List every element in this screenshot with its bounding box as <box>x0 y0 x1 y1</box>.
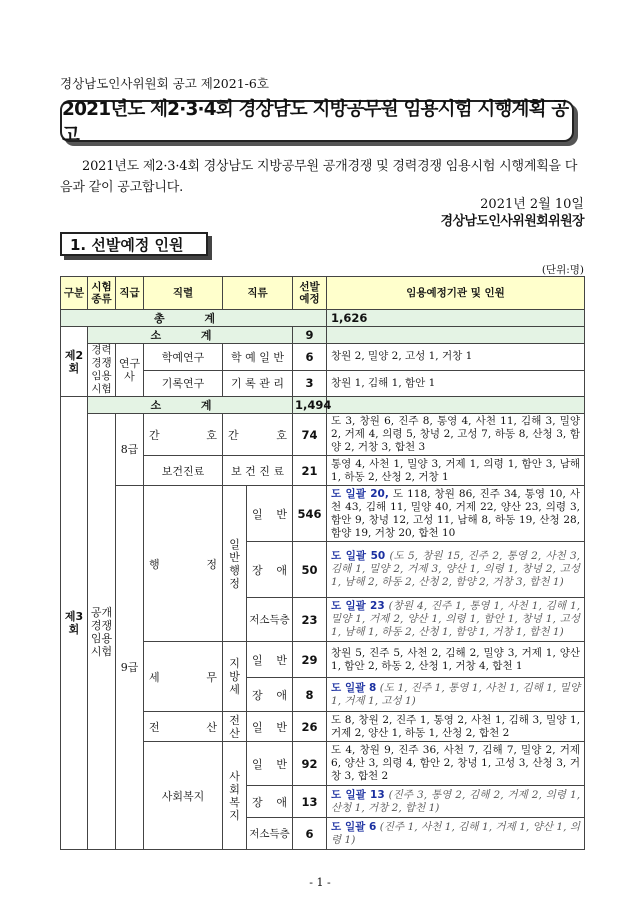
round3-subtotal-blank <box>327 397 585 414</box>
notice-number: 경상남도인사위원회 공고 제2021-6호 <box>60 76 269 91</box>
table-row <box>61 486 585 542</box>
round2-subtotal-label: 소 계 <box>88 327 293 344</box>
total-row <box>61 310 585 327</box>
job-sub-cell: 장 애 <box>247 542 293 598</box>
job-sub-cell: 일 반 <box>247 486 293 542</box>
round2-division: 제2회 <box>61 327 88 397</box>
round2-subtotal-count: 9 <box>293 327 327 344</box>
count-cell: 74 <box>293 414 327 456</box>
job-sub-cell: 저소득층 <box>247 818 293 850</box>
agency-cell: 도 일괄 23 (창원 4, 진주 1, 통영 1, 사천 1, 김해 1, 밀양 1, 거제 2, 양산 1, 의령 1, 함안 1, 창녕 1, 고성 1, 남해 1, 하동 2, 산청 1, 함양 1, 거창 1, 합천 1) <box>327 598 585 642</box>
round3-exam-type: 공개경쟁임용시험 <box>88 414 116 850</box>
round2-subtotal-blank <box>327 327 585 344</box>
job-sub-cell: 저소득층 <box>247 598 293 642</box>
agency-cell: 도 일괄 6 (진주 1, 사천 1, 김해 1, 거제 1, 양산 1, 의령 1) <box>327 818 585 850</box>
agency-cell: 도 일괄 8 (도 1, 진주 1, 통영 1, 사천 1, 김해 1, 밀양 1, 거제 1, 고성 1) <box>327 678 585 712</box>
round2-exam-type: 경력경쟁임용시험 <box>88 344 116 397</box>
series-cell: 행 정 <box>144 486 223 642</box>
round3-subtotal-label: 소 계 <box>88 397 293 414</box>
count-cell: 13 <box>293 786 327 818</box>
table-row <box>61 397 585 414</box>
agency-cell: 도 8, 창원 2, 진주 1, 통영 2, 사천 1, 김해 3, 밀양 1, 거제 2, 양산 1, 하동 1, 산청 2, 합천 2 <box>327 712 585 742</box>
count-cell: 50 <box>293 542 327 598</box>
round2-grade: 연구사 <box>116 344 144 397</box>
title-box <box>60 99 574 146</box>
count-cell: 3 <box>293 370 327 397</box>
agency-cell: 통영 4, 사천 1, 밀양 3, 거제 1, 의령 1, 함안 3, 남해 1, 하동 2, 산청 2, 거창 1 <box>327 456 585 486</box>
job-cell: 학 예 일 반 <box>223 344 293 371</box>
page-title: 2021년도 제2·3·4회 경상남도 지방공무원 임용시험 시행계획 공고 <box>62 99 569 146</box>
table-row <box>61 344 585 371</box>
series-cell: 기록연구 <box>144 370 223 397</box>
round3-grade8: 8급 <box>116 414 144 486</box>
section-heading: 1. 선발예정 인원 <box>60 232 208 256</box>
agency-cell: 창원 5, 진주 5, 사천 2, 김해 2, 밀양 3, 거제 1, 양산 1, 함안 2, 하동 2, 산청 1, 거창 4, 합천 1 <box>327 642 585 678</box>
count-cell: 23 <box>293 598 327 642</box>
count-cell: 26 <box>293 712 327 742</box>
agency-cell: 도 일괄 13 (진주 3, 통영 2, 김해 2, 거제 2, 의령 1, 산청 1, 거창 2, 합천 1) <box>327 786 585 818</box>
job-sub-cell: 장 애 <box>247 678 293 712</box>
total-count: 1,626 <box>327 310 585 327</box>
header-series: 직렬 <box>144 277 223 310</box>
count-cell: 29 <box>293 642 327 678</box>
count-cell: 8 <box>293 678 327 712</box>
agency-cell: 창원 1, 김해 1, 함안 1 <box>327 370 585 397</box>
job-sub-cell: 일 반 <box>247 712 293 742</box>
recruitment-table <box>60 276 585 850</box>
count-cell: 546 <box>293 486 327 542</box>
page-number: - 1 - <box>309 876 331 889</box>
agency-cell: 도 3, 창원 6, 진주 8, 통영 4, 사천 11, 김해 3, 밀양 2, 거제 4, 의령 5, 창녕 2, 고성 7, 하동 8, 산청 3, 함양 2, 거창 3, 합천 3 <box>327 414 585 456</box>
round3-grade9: 9급 <box>116 486 144 850</box>
table-header-row <box>61 277 585 310</box>
agency-cell: 도 4, 창원 9, 진주 36, 사천 7, 김해 7, 밀양 2, 거제 6, 양산 3, 의령 4, 함안 2, 창녕 1, 고성 3, 산청 3, 거창 3, 합천 2 <box>327 742 585 786</box>
agency-cell: 도 일괄 50 (도 5, 창원 15, 진주 2, 통영 2, 사천 3, 김해 1, 밀양 2, 거제 3, 양산 1, 의령 1, 창녕 2, 고성 1, 남해 2, 하동 2, 산청 2, 함양 2, 거창 3, 합천 1) <box>327 542 585 598</box>
round3-subtotal-count: 1,494 <box>293 397 327 414</box>
series-cell: 간 호 <box>144 414 223 456</box>
series-cell: 학예연구 <box>144 344 223 371</box>
header-division: 구분 <box>61 277 88 310</box>
series-cell: 보건진료 <box>144 456 223 486</box>
total-label: 총 계 <box>61 310 327 327</box>
job-cell: 사회복지 <box>223 742 247 850</box>
unit-note: (단위:명) <box>541 264 584 276</box>
issuer: 경상남도인사위원회위원장 <box>440 214 584 229</box>
header-agency: 임용예정기관 및 인원 <box>327 277 585 310</box>
series-cell: 세 무 <box>144 642 223 712</box>
header-job: 직류 <box>223 277 293 310</box>
job-sub-cell: 장 애 <box>247 786 293 818</box>
job-cell: 기 록 관 리 <box>223 370 293 397</box>
header-exam-type: 시험종류 <box>88 277 116 310</box>
job-cell: 지방세 <box>223 642 247 712</box>
count-cell: 92 <box>293 742 327 786</box>
job-cell: 전산 <box>223 712 247 742</box>
job-sub-cell: 일 반 <box>247 642 293 678</box>
count-cell: 6 <box>293 818 327 850</box>
header-grade: 직급 <box>116 277 144 310</box>
notice-date: 2021년 2월 10일 <box>480 197 584 212</box>
job-sub-cell: 일 반 <box>247 742 293 786</box>
round3-division: 제3회 <box>61 397 88 850</box>
job-cell: 일반행정 <box>223 486 247 642</box>
agency-cell: 도 일괄 20, 도 118, 창원 86, 진주 34, 통영 10, 사천 43, 김해 11, 밀양 40, 거제 22, 양산 23, 의령 3, 함안 9, 창녕 12, 고성 11, 남해 8, 하동 19, 산청 28, 함양 19, 거창 20, 합천 10 <box>327 486 585 542</box>
count-cell: 21 <box>293 456 327 486</box>
job-cell: 간 호 <box>223 414 293 456</box>
intro-paragraph: 2021년도 제2·3·4회 경상남도 지방공무원 공개경쟁 및 경력경쟁 임용시험 시행계획을 다음과 같이 공고합니다. <box>60 159 578 195</box>
count-cell: 6 <box>293 344 327 371</box>
table-row <box>61 414 585 456</box>
table-row <box>61 327 585 344</box>
series-cell: 전 산 <box>144 712 223 742</box>
agency-cell: 창원 2, 밀양 2, 고성 1, 거창 1 <box>327 344 585 371</box>
series-cell: 사회복지 <box>144 742 223 850</box>
job-cell: 보 건 진 료 <box>223 456 293 486</box>
header-planned: 선발예정 <box>293 277 327 310</box>
